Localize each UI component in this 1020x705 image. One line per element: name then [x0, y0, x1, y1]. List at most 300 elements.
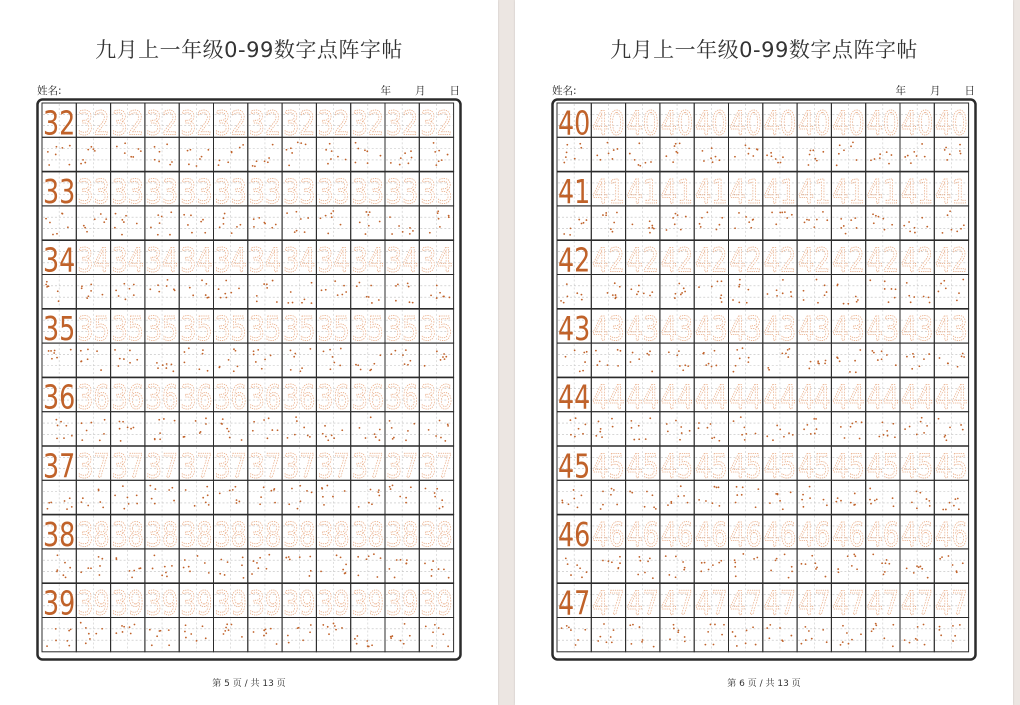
- dot-point: [360, 369, 362, 371]
- dot-point: [199, 432, 201, 434]
- dot-point: [682, 561, 684, 563]
- dot-point: [68, 645, 70, 647]
- dot-point: [958, 508, 960, 510]
- dot-point: [638, 358, 640, 360]
- trace-number: 43: [935, 309, 968, 349]
- dot-point: [219, 573, 221, 575]
- dot-point: [123, 358, 125, 360]
- dot-point: [204, 232, 206, 234]
- dot-point: [642, 639, 644, 641]
- dot-point: [712, 502, 714, 504]
- dot-point: [885, 562, 887, 564]
- trace-number: 32: [317, 103, 350, 143]
- dot-point: [439, 292, 441, 294]
- practice-row: [42, 515, 454, 584]
- dot-point: [597, 640, 599, 642]
- trace-number: 46: [729, 514, 762, 554]
- dot-point: [329, 368, 331, 370]
- page-title: 九月上一年级0-99数字点阵字帖: [95, 38, 403, 62]
- trace-number: 46: [626, 514, 659, 554]
- dot-point: [923, 624, 925, 626]
- dot-point: [735, 575, 737, 577]
- trace-number: 38: [351, 514, 384, 554]
- example-number: 39: [43, 583, 76, 623]
- dot-point: [263, 283, 265, 285]
- dot-point: [365, 233, 367, 235]
- dot-point: [840, 426, 842, 428]
- dot-point: [345, 291, 347, 293]
- dot-point: [957, 366, 959, 368]
- dot-point: [154, 159, 156, 161]
- dot-point: [602, 490, 604, 492]
- dot-point: [783, 436, 785, 438]
- dot-point: [366, 640, 368, 642]
- dot-point: [781, 212, 783, 214]
- dot-point: [895, 364, 897, 366]
- practice-grid: [36, 98, 462, 661]
- dot-point: [855, 296, 857, 298]
- dot-point: [68, 630, 70, 632]
- trace-number: 42: [935, 240, 968, 280]
- trace-number: 42: [798, 240, 831, 280]
- dot-point: [785, 353, 787, 355]
- dot-point: [99, 439, 101, 441]
- dot-point: [223, 217, 225, 219]
- dot-point: [370, 369, 372, 371]
- dot-point: [57, 554, 59, 556]
- dot-point: [855, 421, 857, 423]
- dot-point: [672, 161, 674, 163]
- dot-point: [767, 293, 769, 295]
- dot-point: [277, 429, 279, 431]
- trace-number: 47: [832, 583, 865, 623]
- trace-number: 32: [420, 103, 453, 143]
- trace-number: 46: [660, 514, 694, 554]
- dot-point: [169, 234, 171, 236]
- dot-point: [721, 301, 723, 303]
- trace-number: 41: [729, 171, 762, 211]
- dot-point: [611, 641, 613, 643]
- dot-point: [810, 433, 812, 435]
- trace-number: 46: [798, 514, 831, 554]
- dot-point: [224, 293, 226, 295]
- dot-point: [398, 225, 400, 227]
- practice-row: [557, 583, 969, 652]
- name-field-label: 姓名:: [37, 85, 62, 97]
- dot-point: [649, 557, 651, 559]
- dot-point: [62, 574, 64, 576]
- dot-point: [225, 297, 227, 299]
- trace-number: 36: [248, 377, 282, 417]
- dot-point: [399, 496, 401, 498]
- example-number: 42: [558, 240, 591, 280]
- dot-point: [701, 217, 703, 219]
- dot-point: [938, 418, 940, 420]
- dot-point: [566, 151, 568, 153]
- dot-point: [237, 365, 239, 367]
- trace-number: 45: [592, 446, 625, 486]
- dot-point: [337, 156, 339, 158]
- dot-point: [190, 214, 192, 216]
- dot-point: [843, 149, 845, 151]
- dot-point: [125, 215, 127, 217]
- dot-point: [321, 488, 323, 490]
- dot-point: [837, 497, 839, 499]
- dot-point: [677, 631, 679, 633]
- dot-point: [788, 577, 790, 579]
- dot-point: [698, 286, 700, 288]
- dot-point: [300, 500, 302, 502]
- dot-point: [263, 635, 265, 637]
- dot-point: [883, 573, 885, 575]
- dot-point: [732, 299, 734, 301]
- dot-point: [323, 504, 325, 506]
- dot-point: [308, 575, 310, 577]
- trace-number: 40: [592, 103, 625, 143]
- dot-point: [153, 554, 155, 556]
- dot-point: [325, 215, 327, 217]
- dot-point: [390, 637, 392, 639]
- trace-number: 36: [111, 377, 144, 417]
- dot-point: [48, 350, 50, 352]
- dot-point: [744, 439, 746, 441]
- dot-point: [368, 225, 370, 227]
- dot-point: [202, 219, 204, 221]
- dot-point: [581, 299, 583, 301]
- dot-point: [873, 628, 875, 630]
- trace-number: 35: [180, 309, 213, 349]
- trace-number: 47: [729, 583, 762, 623]
- dot-point: [389, 216, 391, 218]
- trace-number: 41: [901, 171, 934, 211]
- dot-point: [83, 225, 85, 227]
- dot-point: [602, 214, 604, 216]
- dot-point: [750, 227, 752, 229]
- trace-number: 37: [77, 446, 110, 486]
- dot-point: [256, 295, 258, 297]
- dot-point: [442, 506, 444, 508]
- dot-point: [921, 417, 923, 419]
- dot-point: [708, 363, 710, 365]
- dot-point: [633, 439, 635, 441]
- dot-point: [607, 364, 609, 366]
- dot-point: [607, 560, 609, 562]
- dot-point: [854, 217, 856, 219]
- dot-point: [80, 361, 82, 363]
- dot-point: [956, 571, 958, 573]
- dot-point: [119, 428, 121, 430]
- dot-point: [645, 438, 647, 440]
- dot-point: [926, 498, 928, 500]
- dot-point: [161, 574, 163, 576]
- dot-point: [612, 231, 614, 233]
- dot-point: [949, 502, 951, 504]
- dot-point: [64, 500, 66, 502]
- dot-point: [115, 213, 117, 215]
- dot-point: [122, 421, 124, 423]
- dot-point: [299, 556, 301, 558]
- dot-point: [854, 360, 856, 362]
- dot-point: [888, 563, 890, 565]
- dot-point: [613, 222, 615, 224]
- dot-point: [189, 570, 191, 572]
- dot-point: [442, 356, 444, 358]
- practice-row: [557, 377, 969, 446]
- dot-point: [779, 627, 781, 629]
- dot-point: [745, 144, 747, 146]
- dot-point: [954, 498, 956, 500]
- dot-point: [715, 156, 717, 158]
- dot-point: [679, 142, 681, 144]
- dot-point: [154, 146, 156, 148]
- dot-point: [101, 558, 103, 560]
- dot-point: [448, 577, 450, 579]
- date-field: [381, 83, 461, 98]
- dot-point: [743, 427, 745, 429]
- dot-point: [698, 422, 700, 424]
- dot-point: [826, 219, 828, 221]
- dot-point: [400, 640, 402, 642]
- trace-number: 45: [901, 446, 934, 486]
- dot-point: [570, 434, 572, 436]
- dot-point: [286, 149, 288, 151]
- dot-point: [158, 161, 160, 163]
- dot-point: [65, 576, 67, 578]
- trace-number: 35: [248, 309, 282, 349]
- dot-point: [80, 501, 82, 503]
- dot-point: [630, 288, 632, 290]
- dot-point: [270, 490, 272, 492]
- dot-point: [367, 162, 369, 164]
- trace-number: 40: [832, 103, 865, 143]
- dot-point: [629, 491, 631, 493]
- dot-point: [674, 297, 676, 299]
- dot-point: [161, 216, 163, 218]
- dot-point: [205, 417, 207, 419]
- dot-point: [908, 295, 910, 297]
- dot-point: [100, 213, 102, 215]
- dot-point: [82, 497, 84, 499]
- dot-point: [582, 433, 584, 435]
- trace-number: 32: [351, 103, 384, 143]
- dot-point: [376, 576, 378, 578]
- trace-number: 43: [866, 309, 899, 349]
- dot-point: [812, 149, 814, 151]
- dot-point: [710, 157, 712, 159]
- dot-point: [894, 297, 896, 299]
- dot-point: [870, 159, 872, 161]
- dot-point: [652, 227, 654, 229]
- dot-point: [357, 556, 359, 558]
- trace-number: 32: [111, 103, 144, 143]
- dot-point: [158, 291, 160, 293]
- trace-number: 39: [386, 583, 419, 623]
- dot-point: [810, 361, 812, 363]
- dot-point: [667, 504, 669, 506]
- dot-point: [336, 554, 338, 556]
- dot-point: [332, 356, 334, 358]
- trace-number: 45: [832, 446, 865, 486]
- dot-point: [263, 629, 265, 631]
- dot-point: [735, 365, 737, 367]
- practice-row: [42, 240, 454, 309]
- dot-point: [824, 294, 826, 296]
- dot-point: [804, 626, 806, 628]
- dot-point: [297, 627, 299, 629]
- dot-point: [341, 294, 343, 296]
- dot-point: [643, 292, 645, 294]
- trace-number: 46: [935, 514, 968, 554]
- dot-point: [379, 429, 381, 431]
- dot-point: [370, 285, 372, 287]
- dot-point: [321, 289, 323, 291]
- dot-point: [892, 423, 894, 425]
- dot-point: [840, 227, 842, 229]
- dot-point: [912, 353, 914, 355]
- practice-row: [42, 172, 454, 241]
- trace-number: 38: [180, 514, 213, 554]
- dot-point: [570, 574, 572, 576]
- dot-point: [853, 504, 855, 506]
- dot-point: [439, 420, 441, 422]
- dot-point: [610, 494, 612, 496]
- dot-point: [581, 223, 583, 225]
- dot-point: [648, 227, 650, 229]
- dot-point: [410, 486, 412, 488]
- dot-point: [233, 348, 235, 350]
- dot-point: [766, 154, 768, 156]
- dot-point: [769, 624, 771, 626]
- dot-point: [560, 300, 562, 302]
- dot-point: [630, 420, 632, 422]
- dot-point: [136, 359, 138, 361]
- dot-point: [406, 559, 408, 561]
- dot-point: [225, 280, 227, 282]
- trace-number: 34: [214, 240, 247, 280]
- dot-point: [718, 505, 720, 507]
- dot-point: [617, 148, 619, 150]
- dot-point: [784, 211, 786, 213]
- dot-point: [567, 295, 569, 297]
- dot-point: [368, 646, 370, 648]
- dot-point: [836, 164, 838, 166]
- dot-point: [745, 216, 747, 218]
- dot-point: [229, 437, 231, 439]
- dot-point: [776, 558, 778, 560]
- dot-point: [962, 353, 964, 355]
- dot-point: [207, 370, 209, 372]
- trace-number: 41: [660, 171, 694, 211]
- dot-point: [596, 154, 598, 156]
- dot-point: [576, 292, 578, 294]
- dot-point: [582, 370, 584, 372]
- dot-point: [294, 353, 296, 355]
- dot-point: [48, 502, 50, 504]
- dot-point: [365, 437, 367, 439]
- trace-number: 38: [248, 514, 282, 554]
- dot-point: [781, 352, 783, 354]
- dot-point: [619, 556, 621, 558]
- dot-point: [252, 165, 254, 167]
- dot-point: [151, 644, 153, 646]
- dot-point: [435, 164, 437, 166]
- dot-point: [570, 227, 572, 229]
- dot-point: [99, 574, 101, 576]
- dot-point: [329, 349, 331, 351]
- dot-point: [302, 639, 304, 641]
- dot-point: [718, 562, 720, 564]
- dot-point: [48, 164, 50, 166]
- dot-point: [61, 147, 63, 149]
- dot-point: [116, 558, 118, 560]
- dot-point: [194, 505, 196, 507]
- dot-point: [424, 365, 426, 367]
- dot-point: [847, 555, 849, 557]
- dot-point: [301, 367, 303, 369]
- dot-point: [665, 155, 667, 157]
- dot-point: [851, 639, 853, 641]
- dot-point: [228, 359, 230, 361]
- dot-point: [842, 641, 844, 643]
- dot-point: [263, 486, 265, 488]
- dot-point: [184, 631, 186, 633]
- dot-point: [716, 229, 718, 231]
- dot-point: [875, 625, 877, 627]
- trace-number: 34: [111, 240, 144, 280]
- dot-point: [952, 640, 954, 642]
- dot-point: [345, 572, 347, 574]
- dot-point: [911, 501, 913, 503]
- dot-point: [736, 494, 738, 496]
- dot-point: [127, 426, 129, 428]
- dot-point: [124, 152, 126, 154]
- dot-point: [708, 569, 710, 571]
- dot-point: [334, 280, 336, 282]
- dot-point: [227, 561, 229, 563]
- dot-point: [444, 358, 446, 360]
- dot-point: [718, 486, 720, 488]
- dot-point: [938, 629, 940, 631]
- dot-point: [380, 155, 382, 157]
- dot-point: [767, 367, 769, 369]
- dot-point: [405, 502, 407, 504]
- trace-number: 42: [592, 240, 625, 280]
- dot-point: [219, 493, 221, 495]
- dot-point: [952, 564, 954, 566]
- dot-point: [296, 230, 298, 232]
- dot-point: [56, 357, 58, 359]
- dot-point: [963, 356, 965, 358]
- dot-point: [165, 367, 167, 369]
- dot-point: [869, 279, 871, 281]
- dot-point: [129, 350, 131, 352]
- dot-point: [275, 224, 277, 226]
- dot-point: [850, 426, 852, 428]
- dot-point: [608, 152, 610, 154]
- trace-number: 39: [180, 583, 213, 623]
- dot-point: [80, 350, 82, 352]
- dot-point: [601, 436, 603, 438]
- dot-point: [946, 159, 948, 161]
- dot-point: [51, 358, 53, 360]
- dot-point: [205, 423, 207, 425]
- dot-point: [939, 357, 941, 359]
- dot-point: [886, 430, 888, 432]
- trace-number: 35: [111, 309, 144, 349]
- dot-point: [869, 488, 871, 490]
- dot-point: [712, 564, 714, 566]
- practice-row: [557, 446, 969, 515]
